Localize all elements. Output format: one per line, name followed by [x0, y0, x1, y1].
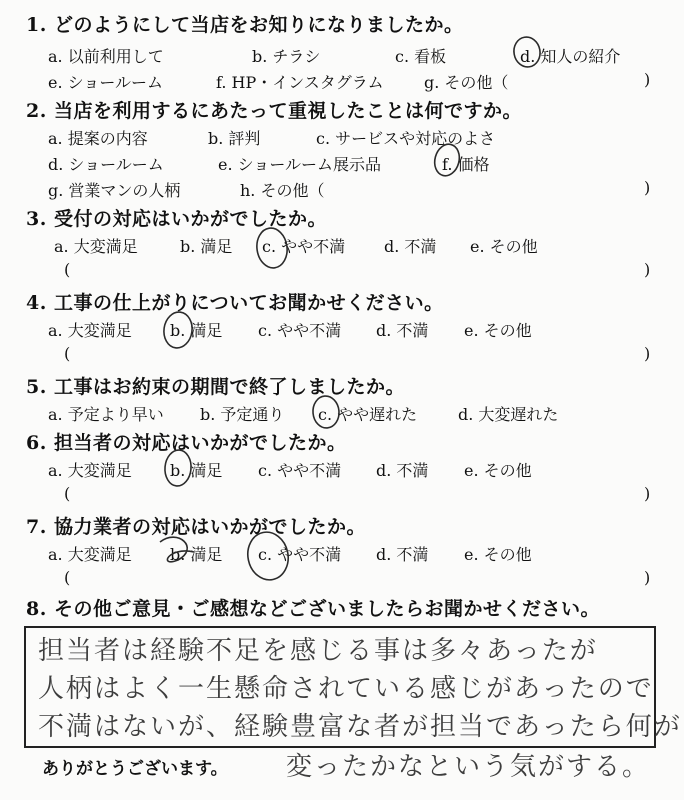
- q2-option-d[interactable]: d. ショールーム: [48, 155, 164, 174]
- q7-option-b[interactable]: b. 満足: [170, 545, 223, 564]
- q6-option-d[interactable]: d. 不満: [376, 461, 429, 480]
- question-3-title: 3. 受付の対応はいかがでしたか。: [26, 208, 327, 230]
- q5-option-b[interactable]: b. 予定通り: [200, 405, 285, 424]
- q7-open-paren: (: [64, 568, 71, 587]
- question-4-title: 4. 工事の仕上がりについてお聞かせください。: [26, 292, 444, 314]
- question-7-title: 7. 協力業者の対応はいかがでしたか。: [26, 516, 366, 538]
- comment-line-3: 不満はないが、経験豊富な者が担当であったら何が: [38, 712, 682, 742]
- q5-option-d[interactable]: d. 大変遅れた: [458, 405, 559, 424]
- q1-other-close-paren: ): [644, 70, 651, 89]
- q5-option-a[interactable]: a. 予定より早い: [48, 405, 164, 424]
- q2-other-close-paren: ): [644, 178, 651, 197]
- q4-option-c[interactable]: c. やや不満: [258, 321, 342, 340]
- q3-open-paren: (: [64, 260, 71, 279]
- q2-option-h[interactable]: h. その他（: [240, 181, 325, 200]
- q5-option-c[interactable]: c. やや遅れた: [318, 405, 418, 424]
- q3-option-a[interactable]: a. 大変満足: [54, 237, 138, 256]
- q6-option-c[interactable]: c. やや不満: [258, 461, 342, 480]
- question-1-title: 1. どのようにして当店をお知りになりましたか。: [26, 14, 464, 36]
- q2-option-g[interactable]: g. 営業マンの人柄: [48, 181, 181, 200]
- comment-line-1: 担当者は経験不足を感じる事は多々あったが: [38, 636, 598, 666]
- comment-line-2: 人柄はよく一生懸命されている感じがあったので: [38, 674, 654, 704]
- q7-option-e[interactable]: e. その他: [464, 545, 532, 564]
- q7-close-paren: ): [644, 568, 651, 587]
- q2-option-e[interactable]: e. ショールーム展示品: [218, 155, 382, 174]
- q1-option-b[interactable]: b. チラシ: [252, 47, 321, 66]
- q2-option-f[interactable]: f. 価格: [442, 155, 490, 174]
- q4-option-b[interactable]: b. 満足: [170, 321, 223, 340]
- q3-option-b[interactable]: b. 満足: [180, 237, 233, 256]
- q2-option-b[interactable]: b. 評判: [208, 129, 261, 148]
- q4-option-a[interactable]: a. 大変満足: [48, 321, 132, 340]
- q1-option-a[interactable]: a. 以前利用して: [48, 47, 164, 66]
- q1-option-g[interactable]: g. その他（: [424, 73, 509, 92]
- comment-line-4: 変ったかなという気がする。: [286, 752, 651, 782]
- q4-close-paren: ): [644, 344, 651, 363]
- q3-close-paren: ): [644, 260, 651, 279]
- question-5-title: 5. 工事はお約束の期間で終了しましたか。: [26, 376, 405, 398]
- q1-option-e[interactable]: e. ショールーム: [48, 73, 164, 92]
- q6-option-a[interactable]: a. 大変満足: [48, 461, 132, 480]
- q1-option-d[interactable]: d. 知人の紹介: [520, 47, 621, 66]
- q1-option-c[interactable]: c. 看板: [395, 47, 447, 66]
- question-6-title: 6. 担当者の対応はいかがでしたか。: [26, 432, 347, 454]
- q7-option-d[interactable]: d. 不満: [376, 545, 429, 564]
- q2-option-a[interactable]: a. 提案の内容: [48, 129, 148, 148]
- q6-option-b[interactable]: b. 満足: [170, 461, 223, 480]
- question-8-title: 8. その他ご意見・ご感想などございましたらお聞かせください。: [26, 598, 600, 620]
- q6-open-paren: (: [64, 484, 71, 503]
- q6-option-e[interactable]: e. その他: [464, 461, 532, 480]
- q7-option-c[interactable]: c. やや不満: [258, 545, 342, 564]
- thanks-text: ありがとうございます。: [42, 759, 228, 779]
- q6-close-paren: ): [644, 484, 651, 503]
- q3-option-e[interactable]: e. その他: [470, 237, 538, 256]
- question-2-title: 2. 当店を利用するにあたって重視したことは何ですか。: [26, 100, 522, 122]
- q4-open-paren: (: [64, 344, 71, 363]
- q4-option-d[interactable]: d. 不満: [376, 321, 429, 340]
- q1-option-f[interactable]: f. HP・インスタグラム: [216, 73, 384, 92]
- q3-option-d[interactable]: d. 不満: [384, 237, 437, 256]
- q7-option-a[interactable]: a. 大変満足: [48, 545, 132, 564]
- q2-option-c[interactable]: c. サービスや対応のよさ: [316, 129, 496, 148]
- q3-option-c[interactable]: c. やや不満: [262, 237, 346, 256]
- q4-option-e[interactable]: e. その他: [464, 321, 532, 340]
